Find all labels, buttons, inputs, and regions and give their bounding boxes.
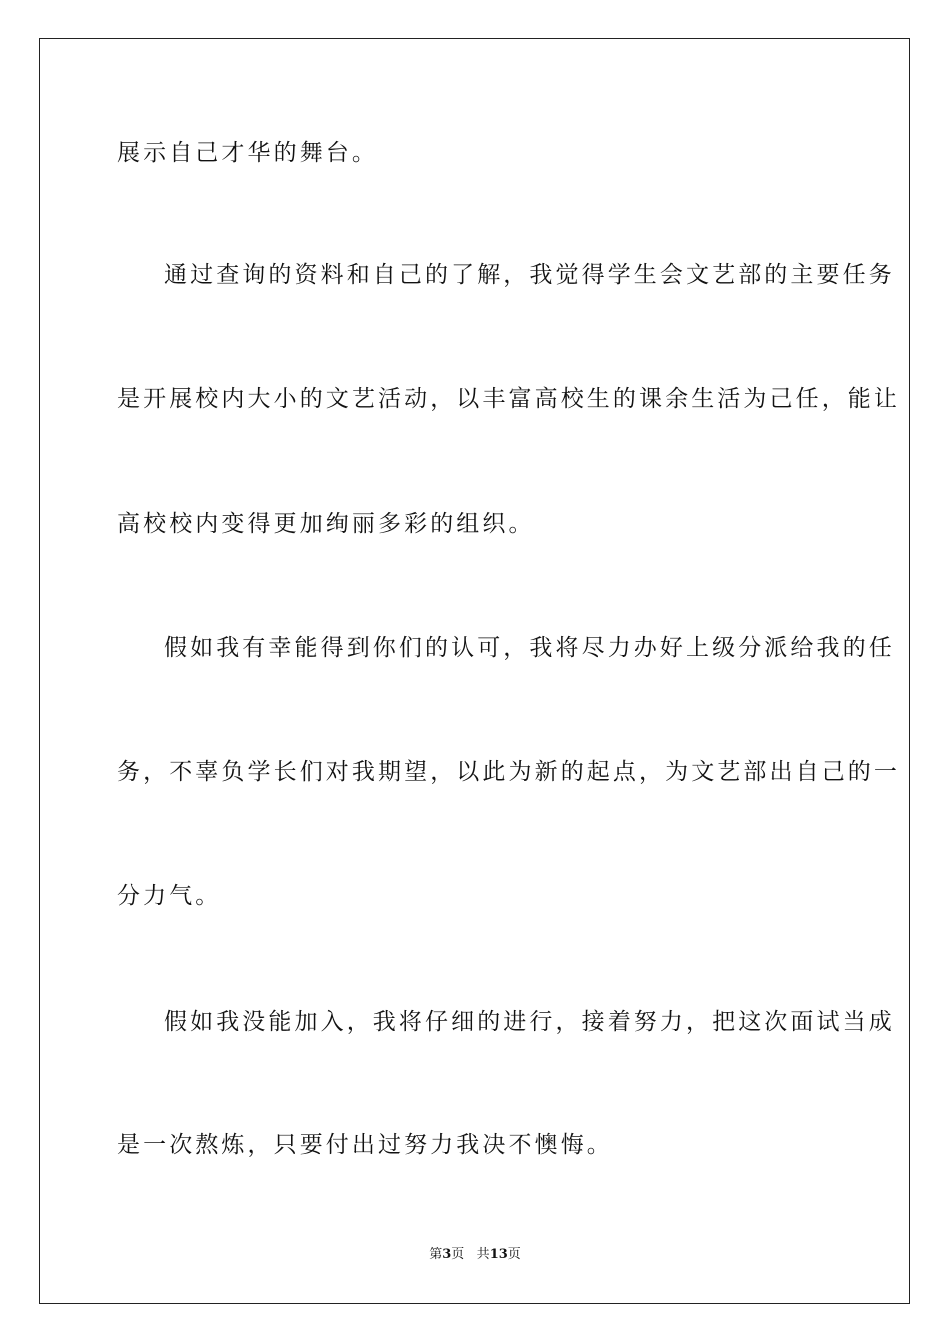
text-line-2: 通过查询的资料和自己的了解，我觉得学生会文艺部的主要任务 <box>164 262 895 288</box>
text-line-8: 假如我没能加入，我将仔细的进行，接着努力，把这次面试当成 <box>164 1009 895 1035</box>
total-prefix: 共 <box>476 1247 490 1262</box>
text-line-6: 务，不辜负学长们对我期望，以此为新的起点，为文艺部出自己的一 <box>117 759 900 785</box>
page-footer <box>0 1246 950 1264</box>
page-frame <box>39 38 910 1304</box>
text-line-4: 高校校内变得更加绚丽多彩的组织。 <box>117 511 535 537</box>
text-line-5: 假如我有幸能得到你们的认可，我将尽力办好上级分派给我的任 <box>164 635 895 661</box>
text-line-7: 分力气。 <box>117 883 222 909</box>
page-number: 3 <box>442 1247 452 1262</box>
total-suffix: 页 <box>507 1247 521 1262</box>
total-pages: 13 <box>489 1247 508 1262</box>
page-suffix: 页 <box>451 1247 465 1262</box>
text-line-1: 展示自己才华的舞台。 <box>117 140 378 166</box>
text-line-9: 是一次熬炼，只要付出过努力我决不懊悔。 <box>117 1132 613 1158</box>
text-line-3: 是开展校内大小的文艺活动，以丰富高校生的课余生活为己任，能让 <box>117 386 900 412</box>
page-prefix: 第 <box>429 1247 443 1262</box>
